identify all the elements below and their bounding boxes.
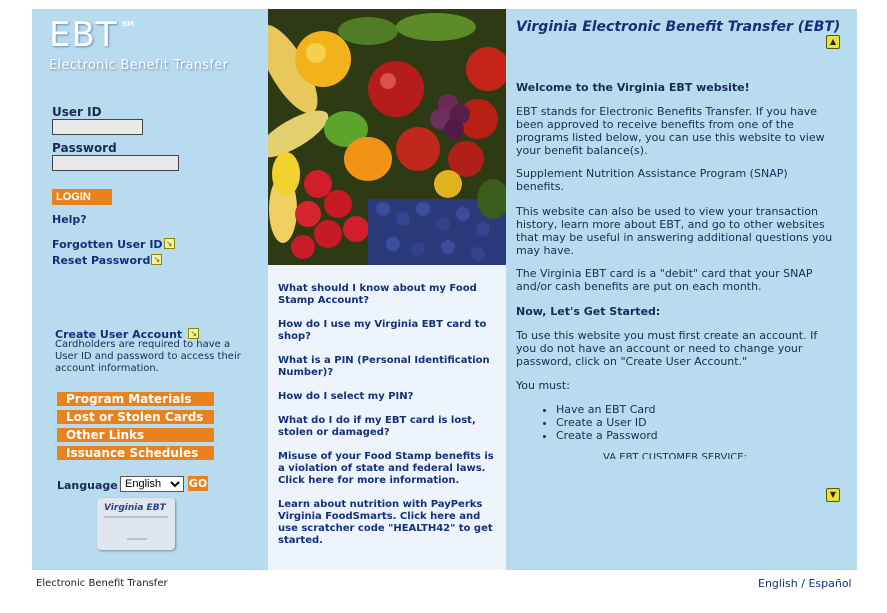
faq-link[interactable]: Learn about nutrition with PayPerks Virginia FoodSmarts. Click here and use scratcher code "HEALTH42" to get started. bbox=[278, 499, 493, 546]
menu-other-links[interactable]: Other Links bbox=[57, 428, 214, 442]
scroll-up-icon[interactable]: ▲ bbox=[826, 35, 840, 49]
faq-link[interactable]: What is a PIN (Personal Identification Number)? bbox=[278, 355, 490, 378]
you-must-label: You must: bbox=[516, 379, 570, 392]
reset-password-link[interactable]: Reset Password bbox=[52, 254, 151, 267]
login-button[interactable]: LOGIN bbox=[52, 189, 112, 205]
forgotten-user-id-link[interactable]: Forgotten User ID bbox=[52, 238, 163, 251]
faq-link[interactable]: What do I do if my EBT card is lost, stolen or damaged? bbox=[278, 415, 476, 438]
left-panel bbox=[32, 9, 268, 570]
scroll-down-icon[interactable]: ▼ bbox=[826, 488, 840, 502]
password-label: Password bbox=[52, 141, 117, 155]
card-paragraph: The Virginia EBT card is a "debit" card that your SNAP and/or cash benefits are put on each month. bbox=[516, 267, 813, 293]
external-arrow-icon[interactable]: ↘ bbox=[188, 328, 199, 339]
requirements-list bbox=[516, 403, 874, 442]
help-link[interactable]: Help? bbox=[52, 213, 87, 226]
user-id-input[interactable] bbox=[52, 119, 143, 135]
external-arrow-icon[interactable]: ↘ bbox=[151, 254, 162, 265]
menu-issuance-schedules[interactable]: Issuance Schedules bbox=[57, 446, 214, 460]
language-label: Language bbox=[57, 479, 118, 492]
go-button[interactable]: GO bbox=[188, 477, 208, 490]
snap-paragraph: Supplement Nutrition Assistance Program (SNAP) benefits. bbox=[516, 167, 788, 193]
intro-paragraph: EBT stands for Electronic Benefits Transfer. If you have been approved to receive benefits from one of the programs listed below, you can use this website to view your benefit balance(s). bbox=[516, 105, 825, 157]
list-item: • Have an EBT Card bbox=[556, 403, 874, 416]
card-stripe bbox=[104, 516, 168, 518]
reset-password-row bbox=[52, 249, 162, 268]
faq-link[interactable]: How do I use my Virginia EBT card to shop? bbox=[278, 319, 487, 342]
external-arrow-icon[interactable]: ↘ bbox=[164, 238, 175, 249]
create-account-note: Cardholders are required to have a User ID and password to access their account information. bbox=[55, 339, 241, 374]
ebt-logo: EBT bbox=[49, 15, 118, 55]
account-paragraph: To use this website you must first create an account. If you do not have an account or need to change your password, click on "Create User Account." bbox=[516, 329, 818, 368]
welcome-heading: Welcome to the Virginia EBT website! bbox=[516, 81, 750, 94]
ebt-card-image bbox=[97, 498, 175, 550]
produce-photo bbox=[268, 9, 506, 265]
card-title: Virginia EBT bbox=[104, 503, 166, 513]
faq-link[interactable]: How do I select my PIN? bbox=[278, 391, 414, 402]
usage-paragraph: This website can also be used to view your transaction history, learn more about EBT, and go to other websites that may be useful in answering additional questions you may have. bbox=[516, 205, 833, 257]
faq-panel bbox=[268, 265, 506, 570]
faq-link[interactable]: Misuse of your Food Stamp benefits is a violation of state and federal laws. Click here for more information. bbox=[278, 451, 494, 486]
language-select[interactable] bbox=[120, 476, 184, 492]
ebt-logo-subtitle: Electronic Benefit Transfer bbox=[49, 58, 229, 73]
page-title: Virginia Electronic Benefit Transfer (EBT) bbox=[516, 19, 841, 35]
faq-link[interactable]: What should I know about my Food Stamp Account? bbox=[278, 283, 477, 306]
footer-language-links bbox=[758, 577, 852, 590]
card-stripe bbox=[127, 538, 147, 540]
ebt-logo-mark: SM bbox=[122, 20, 135, 28]
customer-service-heading: VA EBT CUSTOMER SERVICE: bbox=[603, 452, 747, 459]
content-panel bbox=[506, 9, 857, 570]
get-started-heading: Now, Let's Get Started: bbox=[516, 305, 661, 318]
english-link[interactable]: English bbox=[758, 577, 798, 590]
menu-lost-stolen-cards[interactable]: Lost or Stolen Cards bbox=[57, 410, 214, 424]
user-id-label: User ID bbox=[52, 105, 102, 119]
list-item: • Create a Password bbox=[556, 429, 874, 442]
footer-title: Electronic Benefit Transfer bbox=[36, 578, 168, 589]
create-user-account-link[interactable]: Create User Account bbox=[55, 328, 183, 341]
menu-program-materials[interactable]: Program Materials bbox=[57, 392, 214, 406]
language-separator: / bbox=[801, 577, 805, 590]
cutoff-wrapper bbox=[516, 451, 834, 459]
list-item: • Create a User ID bbox=[556, 416, 874, 429]
password-input[interactable] bbox=[52, 155, 179, 171]
spanish-link[interactable]: Español bbox=[808, 577, 852, 590]
